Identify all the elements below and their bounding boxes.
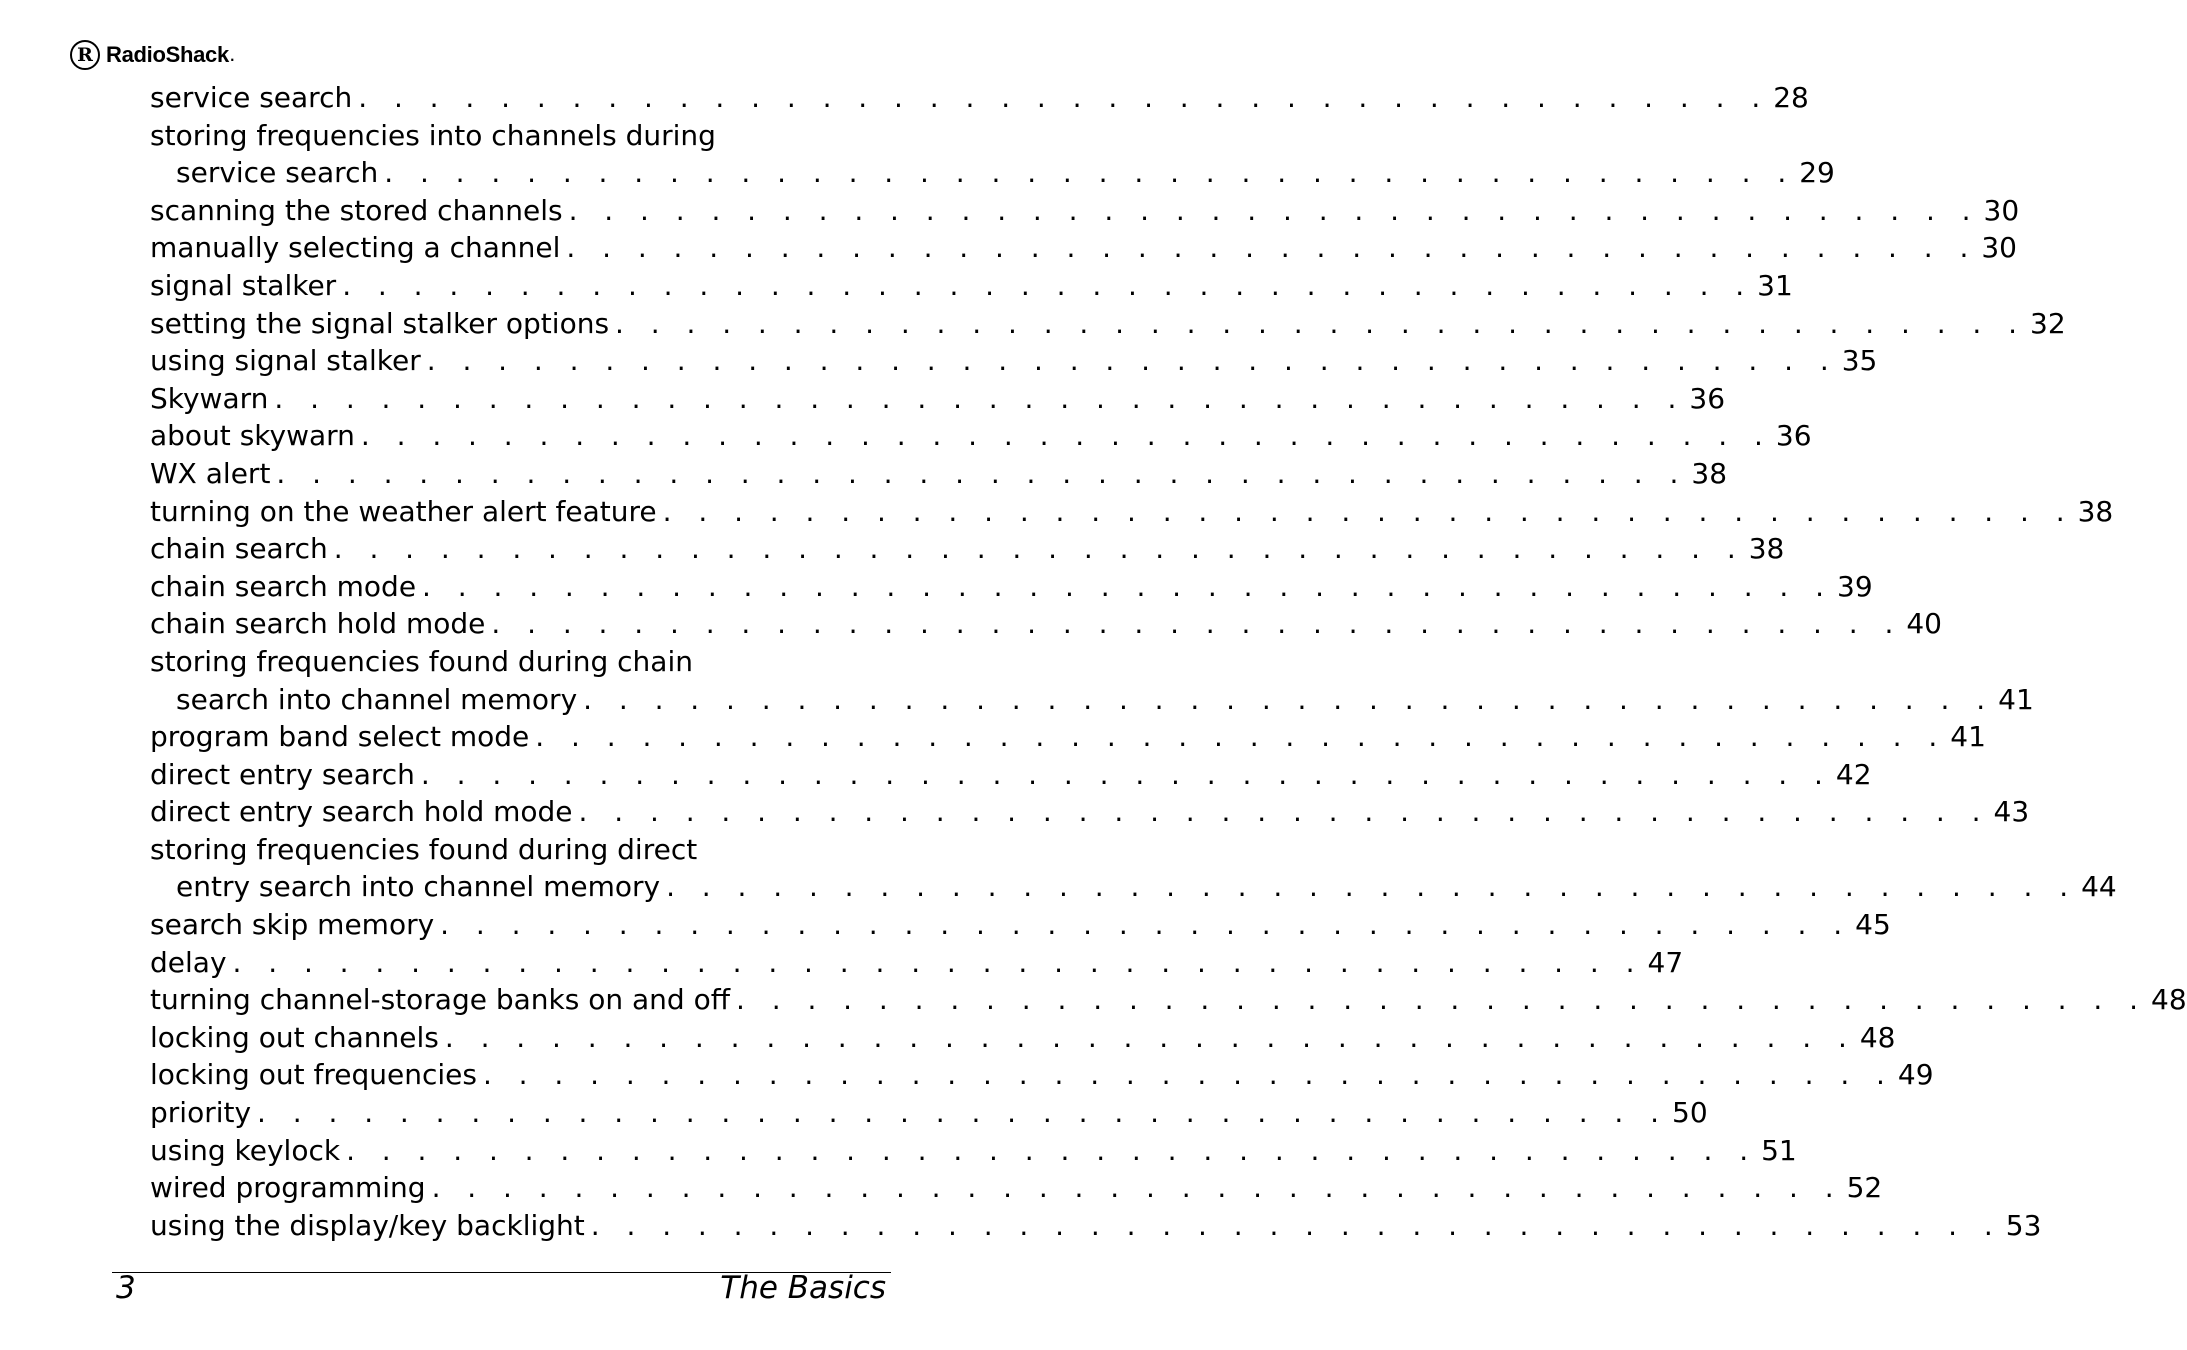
toc-entry-page: 49 xyxy=(1897,1058,1934,1092)
toc-entry-label: chain search mode xyxy=(150,569,417,603)
toc-entry-label: signal stalker xyxy=(150,268,337,302)
toc-entry-label: delay xyxy=(150,945,227,979)
toc-entry-label: storing frequencies found during direct xyxy=(150,832,698,866)
toc-entry-page: 50 xyxy=(1672,1096,1708,1130)
toc-entry[interactable] xyxy=(150,229,2017,267)
toc-dot-leader: . . . . . . . . . . . . . . . . . . . . . . . . . . . . . . . . . . . . . . . . xyxy=(590,1208,2002,1242)
toc-dot-leader: . . . . . . . . . . . . . . . . . . . . . . . . . . . . . . . . . . . . . . . . xyxy=(422,569,1834,603)
toc-dot-leader: . . . . . . . . . . . . . . . . . . . . . . . . . . . . . . . . . . . . . . . . xyxy=(274,381,1686,415)
toc-entry-label: using signal stalker xyxy=(150,344,421,378)
toc-entry-label: turning on the weather alert feature xyxy=(150,494,657,528)
toc-entry-page: 40 xyxy=(1906,607,1942,641)
toc-entry-page: 28 xyxy=(1773,81,1809,114)
toc-entry-page: 39 xyxy=(1837,569,1873,603)
toc-entry-label: chain search hold mode xyxy=(150,607,486,641)
brand-name: RadioShack xyxy=(106,42,229,67)
toc-dot-leader: . . . . . . . . . . . . . . . . . . . . . . . . . . . . . . . . . . . . . . . . xyxy=(566,231,1978,265)
toc-entry-page: 42 xyxy=(1835,757,1872,791)
toc-entry-label: storing frequencies found during chain xyxy=(150,644,693,678)
toc-entry[interactable] xyxy=(150,831,886,869)
toc-entry-label: direct entry search xyxy=(150,757,415,791)
toc-entry[interactable] xyxy=(150,79,1809,117)
toc-dot-leader: . . . . . . . . . . . . . . . . . . . . . . . . . . . . . . . . . . . . . . . . xyxy=(578,795,1990,829)
toc-entry-page: 47 xyxy=(1647,945,1684,979)
registered-mark-icon: R xyxy=(70,40,100,70)
toc-entry[interactable] xyxy=(150,267,1793,305)
toc-dot-leader: . . . . . . . . . . . . . . . . . . . . . . . . . . . . . . . . . . . . . . . . xyxy=(583,682,1995,716)
toc-entry[interactable] xyxy=(150,493,2114,531)
toc-entry[interactable] xyxy=(150,681,2034,719)
toc-dot-leader: . . . . . . . . . . . . . . . . . . . . . . . . . . . . . . . . . . . . . . . . xyxy=(358,81,1770,114)
toc-entry[interactable] xyxy=(150,1169,1883,1207)
toc-entry[interactable] xyxy=(150,154,1835,192)
toc-entry-label: chain search xyxy=(150,532,328,566)
table-of-contents xyxy=(150,79,2187,1244)
toc-dot-leader: . . . . . . . . . . . . . . . . . . . . . . . . . . . . . . . . . . . . . . . . xyxy=(360,419,1772,453)
toc-entry-page: 30 xyxy=(1983,193,2020,227)
toc-entry[interactable] xyxy=(150,1019,1896,1057)
toc-entry-label: using keylock xyxy=(150,1133,341,1167)
toc-entry-label: locking out channels xyxy=(150,1020,439,1054)
toc-dot-leader: . . . . . . . . . . . . . . . . . . . . . . . . . . . . . . . . . . . . . . . . xyxy=(384,156,1796,190)
toc-entry-label: entry search into channel memory xyxy=(176,870,661,904)
toc-entry-page: 51 xyxy=(1761,1133,1797,1167)
toc-entry[interactable] xyxy=(150,1207,2042,1245)
toc-entry-page: 48 xyxy=(1859,1020,1896,1054)
toc-entry-label: using the display/key backlight xyxy=(150,1208,585,1242)
toc-dot-leader: . . . . . . . . . . . . . . . . . . . . . . . . . . . . . . . . . . . . . . . . xyxy=(568,193,1980,227)
toc-entry-page: 38 xyxy=(1691,456,1728,490)
toc-dot-leader: . . . . . . . . . . . . . . . . . . . . . . . . . . . . . . . . . . . . . . . . xyxy=(333,532,1745,566)
toc-dot-leader: . . . . . . . . . . . . . . . . . . . . . . . . . . . . . . . . . . . . . . . . xyxy=(666,870,2078,904)
toc-entry-page: 53 xyxy=(2005,1208,2042,1242)
toc-entry[interactable] xyxy=(150,192,2020,230)
toc-dot-leader: . . . . . . . . . . . . . . . . . . . . . . . . . . . . . . . . . . . . . . . . xyxy=(431,1171,1843,1205)
toc-entry-label: service search xyxy=(176,156,379,190)
toc-dot-leader: . . . . . . . . . . . . . . . . . . . . . . . . . . . . . . . . . . . . . . . . xyxy=(342,268,1754,302)
toc-entry[interactable] xyxy=(150,455,1728,493)
toc-entry-page: 38 xyxy=(2077,494,2114,528)
toc-entry[interactable] xyxy=(150,944,1684,982)
toc-dot-leader: . . . . . . . . . . . . . . . . . . . . . . . . . . . . . . . . . . . . . . . . xyxy=(346,1133,1758,1167)
toc-entry-label: program band select mode xyxy=(150,720,530,754)
toc-entry[interactable] xyxy=(150,906,1891,944)
footer-section-title: The Basics xyxy=(720,1270,886,1306)
toc-dot-leader: . . . . . . . . . . . . . . . . . . . . . . . . . . . . . . . . . . . . . . . . xyxy=(276,456,1688,490)
toc-entry-page: 48 xyxy=(2151,983,2187,1017)
toc-entry-page: 43 xyxy=(1993,795,2030,829)
toc-entry-label: wired programming xyxy=(150,1171,426,1205)
toc-dot-leader: . . . . . . . . . . . . . . . . . . . . . . . . . . . . . . . . . . . . . . . . xyxy=(662,494,2074,528)
toc-entry[interactable] xyxy=(150,643,886,681)
toc-entry-page: 44 xyxy=(2081,870,2117,904)
toc-entry-page: 52 xyxy=(1846,1171,1883,1205)
toc-dot-leader: . . . . . . . . . . . . . . . . . . . . . . . . . . . . . . . . . . . . . . . . xyxy=(535,720,1947,754)
toc-entry[interactable] xyxy=(150,981,2187,1019)
toc-entry-label: priority xyxy=(150,1096,252,1130)
toc-entry[interactable] xyxy=(150,605,1942,643)
toc-dot-leader: . . . . . . . . . . . . . . . . . . . . . . . . . . . . . . . . . . . . . . . . xyxy=(426,344,1838,378)
toc-entry-label: setting the signal stalker options xyxy=(150,306,610,340)
toc-entry[interactable] xyxy=(150,417,1812,455)
toc-entry[interactable] xyxy=(150,1094,1708,1132)
toc-entry[interactable] xyxy=(150,718,1986,756)
toc-entry-label: direct entry search hold mode xyxy=(150,795,573,829)
toc-entry-label: locking out frequencies xyxy=(150,1058,477,1092)
brand-logo xyxy=(70,38,235,72)
brand-dot: . xyxy=(229,50,235,64)
toc-entry-label: storing frequencies into channels during xyxy=(150,118,716,152)
toc-dot-leader: . . . . . . . . . . . . . . . . . . . . . . . . . . . . . . . . . . . . . . . . xyxy=(491,607,1903,641)
toc-entry-page: 36 xyxy=(1775,419,1812,453)
toc-entry-label: Skywarn xyxy=(150,381,269,415)
toc-entry-label: scanning the stored channels xyxy=(150,193,563,227)
footer-page-number: 3 xyxy=(116,1270,136,1306)
toc-entry[interactable] xyxy=(150,305,2066,343)
toc-entry-page: 35 xyxy=(1841,344,1878,378)
toc-entry[interactable] xyxy=(150,1056,1934,1094)
toc-dot-leader: . . . . . . . . . . . . . . . . . . . . . . . . . . . . . . . . . . . . . . . . xyxy=(482,1058,1894,1092)
toc-entry-page: 36 xyxy=(1689,381,1726,415)
toc-entry[interactable] xyxy=(150,793,2030,831)
toc-entry-page: 30 xyxy=(1981,231,2017,265)
toc-dot-leader: . . . . . . . . . . . . . . . . . . . . . . . . . . . . . . . . . . . . . . . . xyxy=(736,983,2147,1017)
toc-entry-label: service search xyxy=(150,81,353,114)
toc-entry[interactable] xyxy=(150,380,1726,418)
toc-dot-leader: . . . . . . . . . . . . . . . . . . . . . . . . . . . . . . . . . . . . . . . . xyxy=(440,908,1852,942)
toc-entry[interactable] xyxy=(150,568,1873,606)
toc-entry[interactable] xyxy=(150,342,1878,380)
toc-entry-page: 31 xyxy=(1757,268,1793,302)
toc-dot-leader: . . . . . . . . . . . . . . . . . . . . . . . . . . . . . . . . . . . . . . . . xyxy=(615,306,2027,340)
toc-entry-label: search into channel memory xyxy=(176,682,578,716)
toc-entry[interactable] xyxy=(150,1132,1797,1170)
toc-entry-page: 41 xyxy=(1950,720,1986,754)
toc-entry[interactable] xyxy=(150,117,886,155)
toc-dot-leader: . . . . . . . . . . . . . . . . . . . . . . . . . . . . . . . . . . . . . . . . xyxy=(257,1096,1669,1130)
toc-entry[interactable] xyxy=(150,530,1785,568)
toc-entry[interactable] xyxy=(150,756,1872,794)
toc-entry-page: 38 xyxy=(1748,532,1785,566)
toc-dot-leader: . . . . . . . . . . . . . . . . . . . . . . . . . . . . . . . . . . . . . . . . xyxy=(420,757,1832,791)
toc-entry-label: WX alert xyxy=(150,456,271,490)
toc-entry-label: about skywarn xyxy=(150,419,355,453)
toc-entry-label: turning channel-storage banks on and off xyxy=(150,983,731,1017)
toc-entry-page: 32 xyxy=(2030,306,2066,340)
toc-entry[interactable] xyxy=(150,868,2117,906)
toc-entry-label: manually selecting a channel xyxy=(150,231,561,265)
toc-entry-label: search skip memory xyxy=(150,908,435,942)
toc-entry-page: 29 xyxy=(1799,156,1835,190)
toc-dot-leader: . . . . . . . . . . . . . . . . . . . . . . . . . . . . . . . . . . . . . . . . xyxy=(232,945,1644,979)
toc-dot-leader: . . . . . . . . . . . . . . . . . . . . . . . . . . . . . . . . . . . . . . . . xyxy=(444,1020,1856,1054)
toc-entry-page: 41 xyxy=(1998,682,2034,716)
toc-entry-page: 45 xyxy=(1855,908,1891,942)
